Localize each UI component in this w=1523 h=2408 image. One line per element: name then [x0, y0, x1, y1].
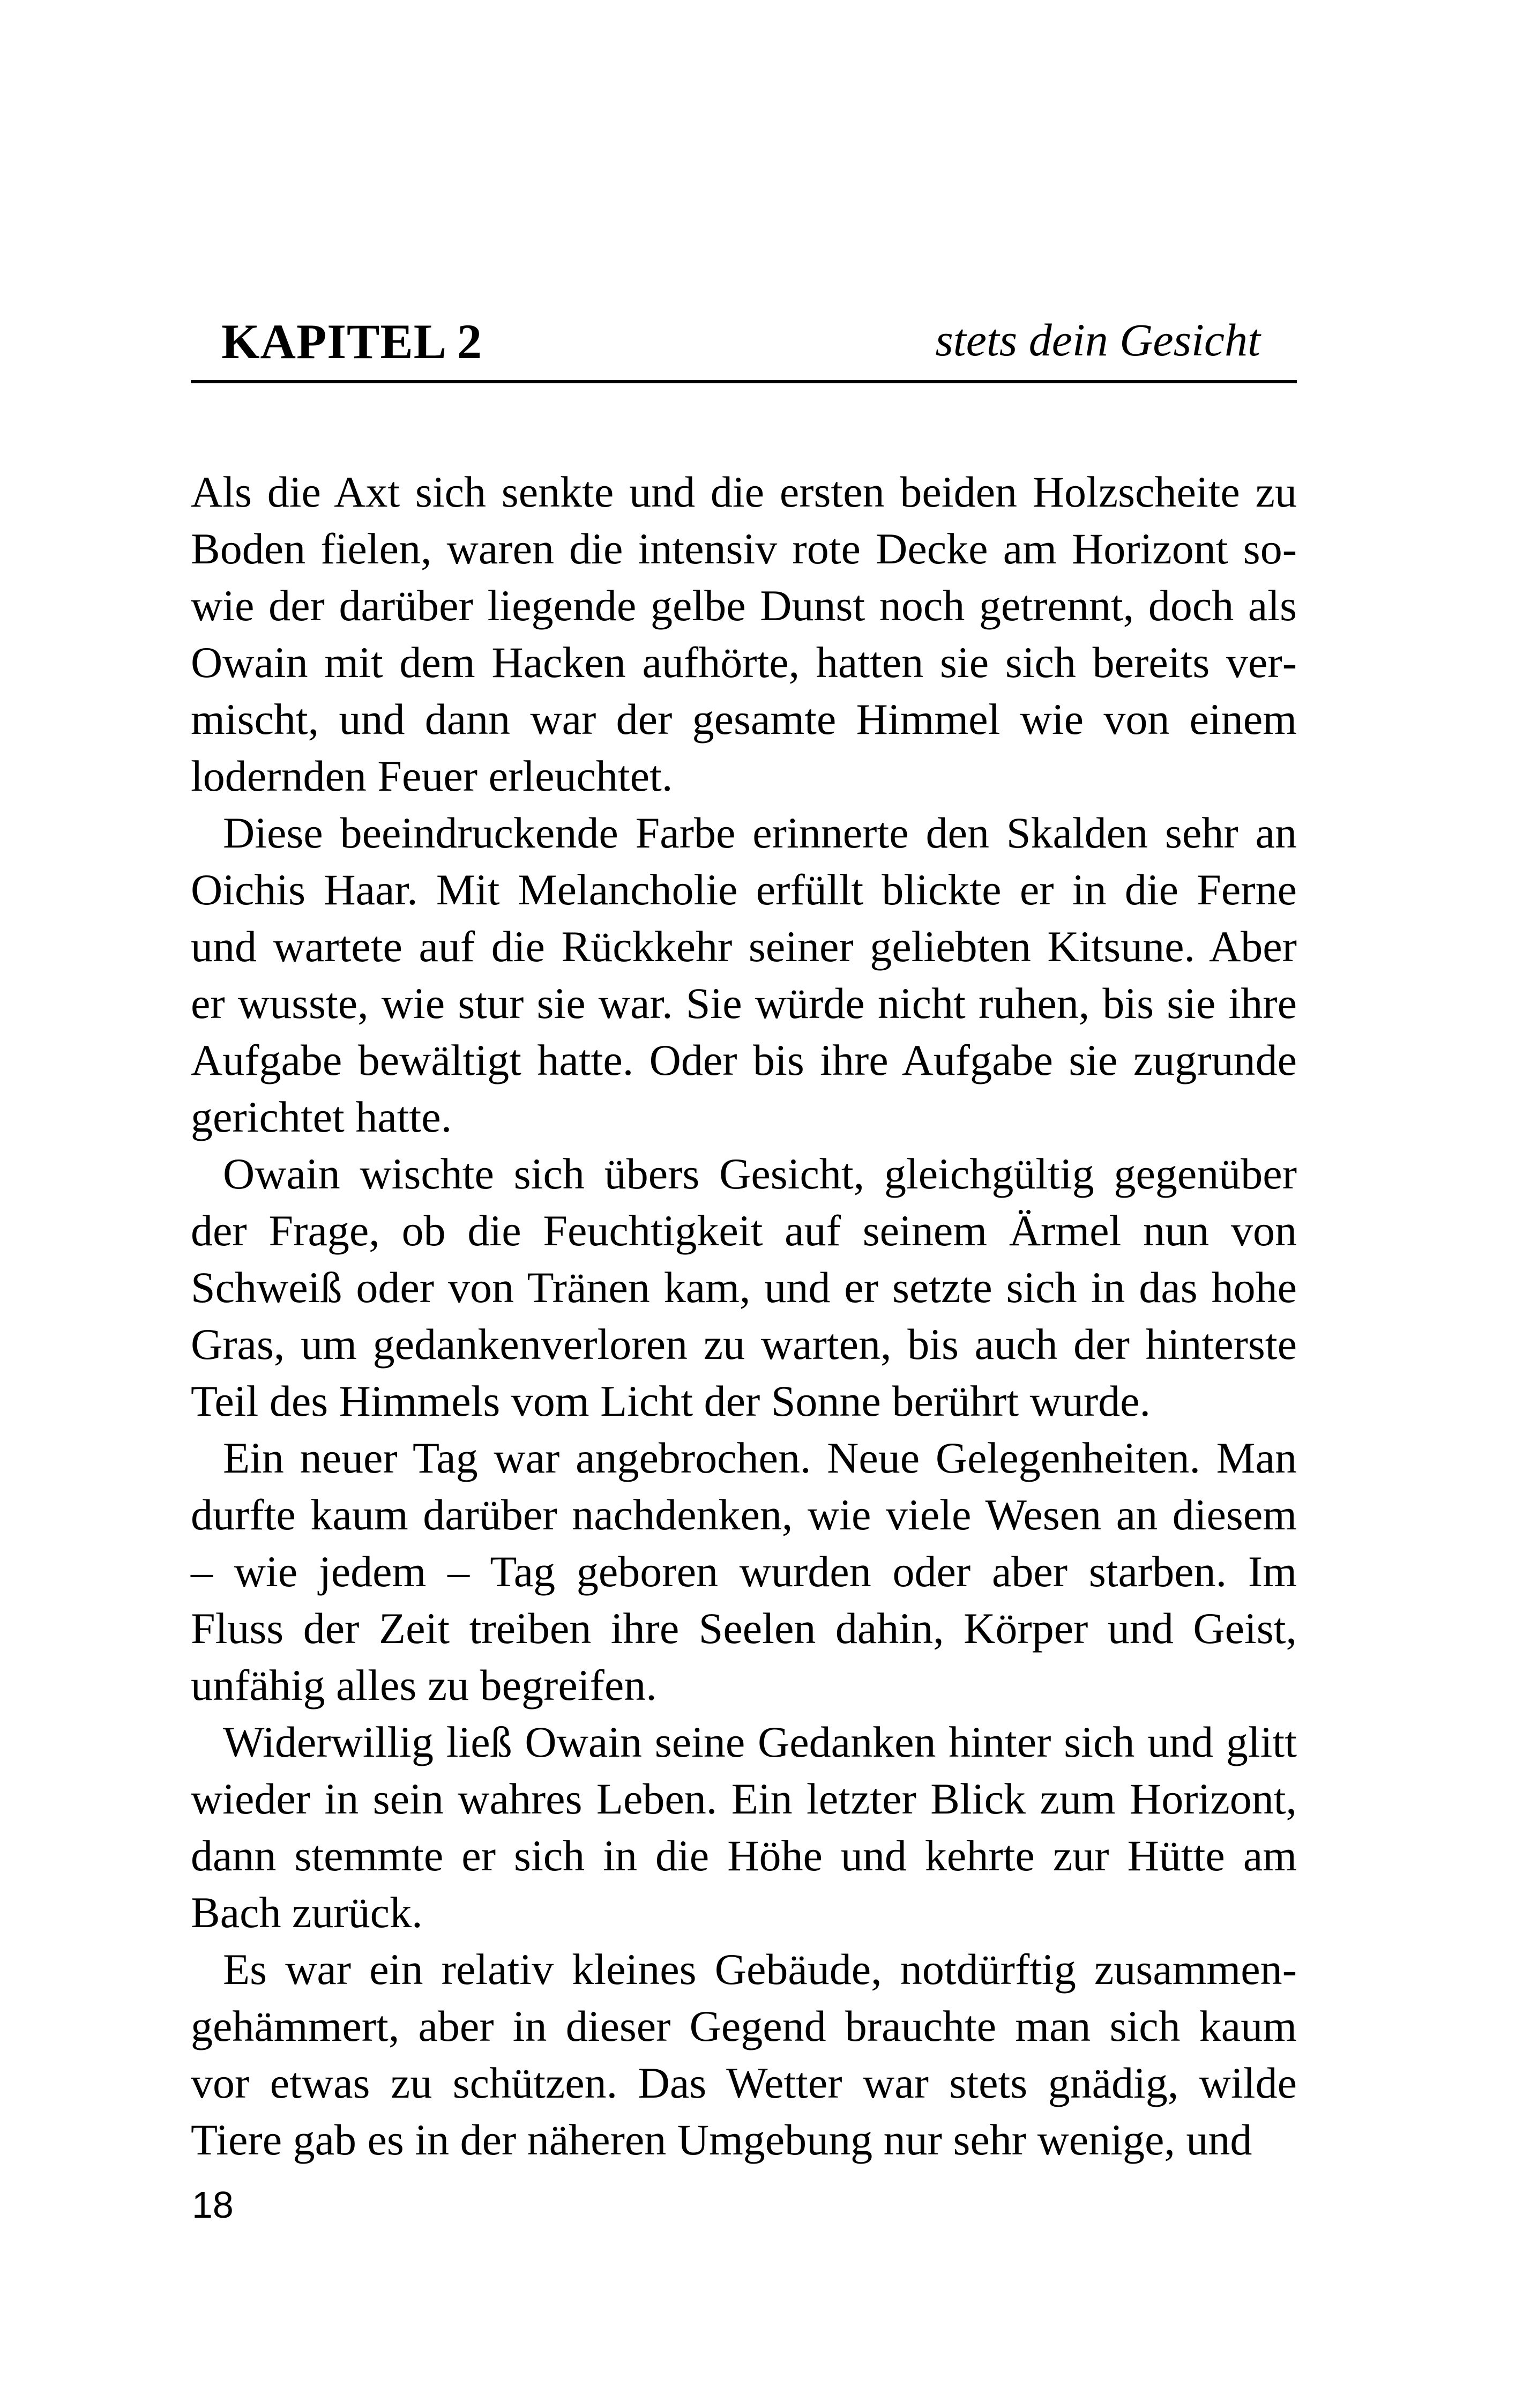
chapter-heading: KAPITEL 2 [221, 314, 483, 369]
running-header [191, 303, 1297, 383]
body-text [191, 464, 1297, 2168]
paragraph: Diese beeindruckende Farbe erinnerte den Skalden sehr an Oichis Haar. Mit Melancholie erfüllt blickte er in die Ferne und wartete auf die Rückkehr seiner geliebten Kitsune. Aber er wusste, wie stur sie war. Sie würde nicht ruhen, bis sie ihre Aufgabe bewältigt hatte. Oder bis ihre Aufgabe sie zugrunde gerichtet hatte. [191, 808, 1297, 1141]
running-title: stets dein Gesicht [935, 314, 1260, 366]
page-number: 18 [192, 2184, 234, 2226]
paragraph: Widerwillig ließ Owain seine Gedanken hinter sich und glitt wieder in sein wahres Leben. Ein letzter Blick zum Horizont, dann stemmte er sich in die Höhe und kehrte zur Hütte am Bach zurück. [191, 1718, 1297, 1937]
paragraph: Es war ein relativ kleines Gebäude, notdürftig zusammengehämmert, aber in dieser Gegend brauchte man sich kaum vor etwas zu schützen. Das Wetter war stets gnädig, wilde Tiere gab es in der näheren Umgebung nur sehr wenige, und [191, 1945, 1297, 2164]
paragraph: Owain wischte sich übers Gesicht, gleichgültig gegenüber der Frage, ob die Feuchtigkeit auf seinem Ärmel nun von Schweiß oder von Tränen kam, und er setzte sich in das hohe Gras, um gedankenverloren zu warten, bis auch der hinterste Teil des Himmels vom Licht der Sonne berührt wurde. [191, 1149, 1297, 1425]
paragraph: Als die Axt sich senkte und die ersten beiden Holzscheite zu Boden fielen, waren die intensiv rote Decke am Horizont sowie der darüber liegende gelbe Dunst noch getrennt, doch als Owain mit dem Hacken aufhörte, hatten sie sich bereits vermischt, und dann war der gesamte Himmel wie von einem lodernden Feuer erleuchtet. [191, 467, 1297, 800]
paragraph: Ein neuer Tag war angebrochen. Neue Gelegenheiten. Man durfte kaum darüber nachdenken, wie viele Wesen an diesem – wie jedem – Tag geboren wurden oder aber starben. Im Fluss der Zeit treiben ihre Seelen dahin, Körper und Geist, unfähig alles zu begreifen. [191, 1433, 1297, 1710]
